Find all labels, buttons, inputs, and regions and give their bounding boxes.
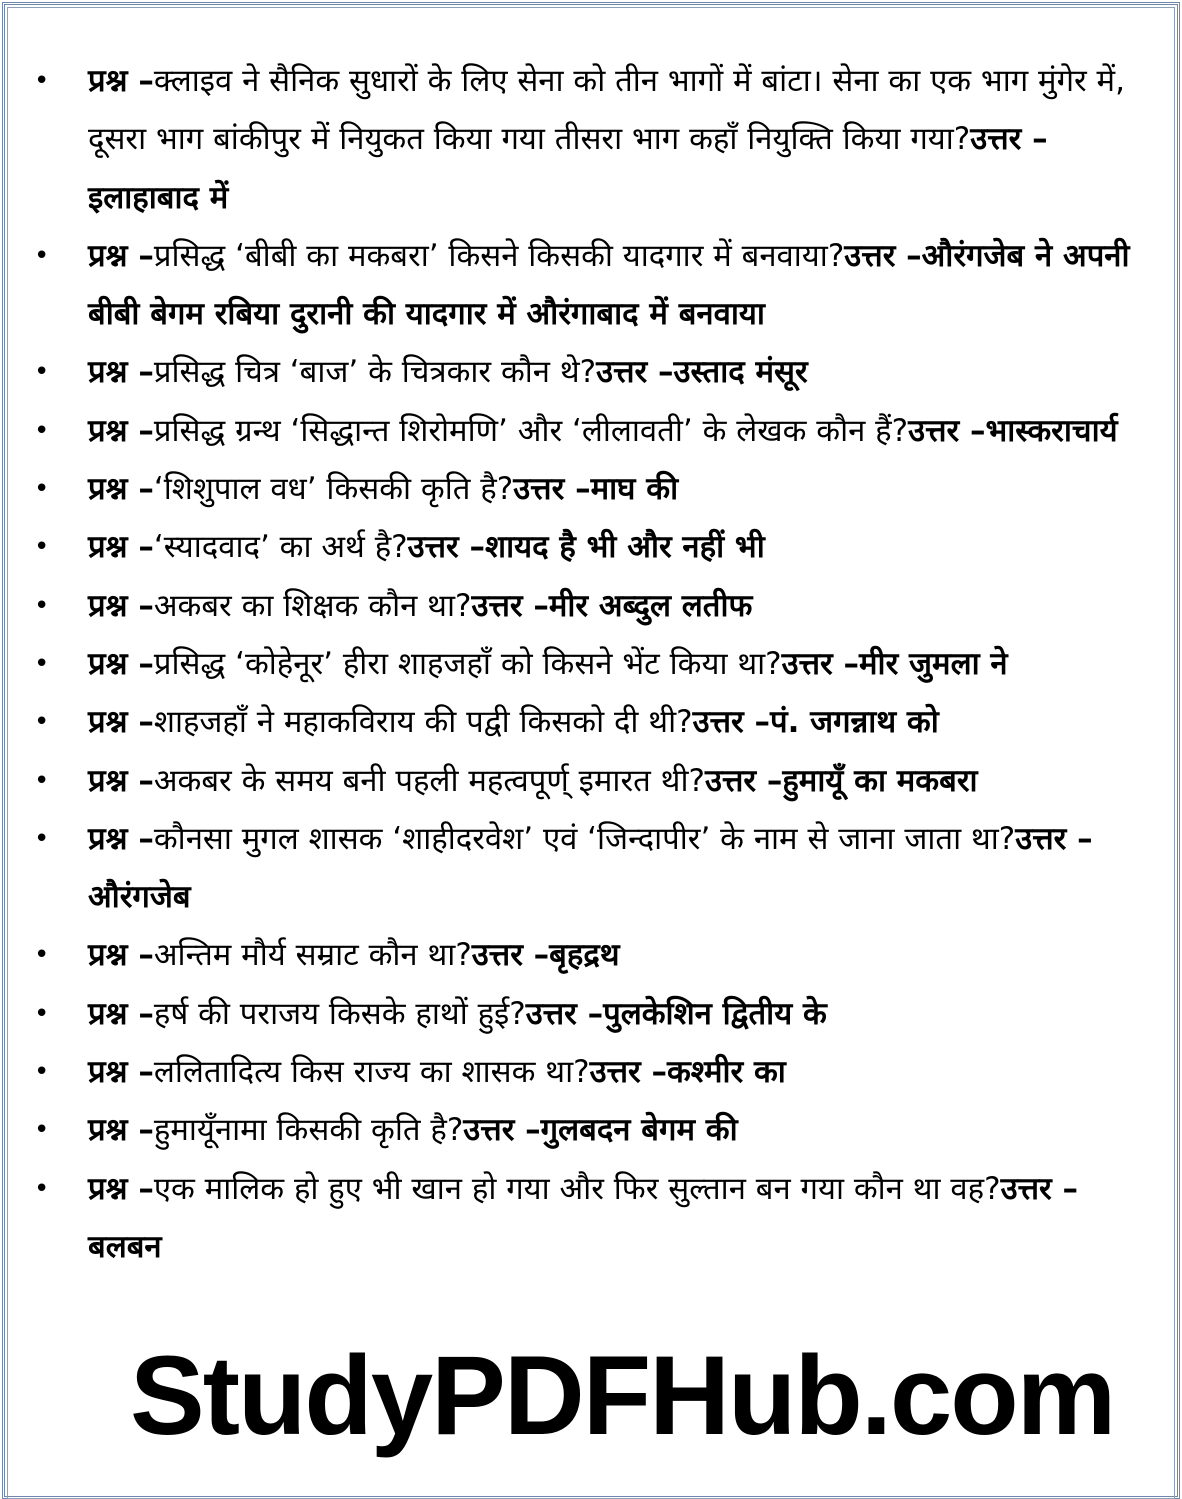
bullet-icon: •: [34, 648, 50, 679]
watermark: StudyPDFHub.com: [130, 1333, 1115, 1458]
bullet-icon: •: [34, 998, 50, 1029]
answer-text: गुलबदन बेगम की: [540, 1112, 738, 1149]
list-item: [0, 402, 1182, 460]
question-label: प्रश्न –: [88, 1170, 154, 1207]
bullet-icon: •: [34, 474, 50, 505]
answer-label: उत्तर –: [781, 645, 860, 682]
question-text: शाहजहाँ ने महाकविराय की पद्वी किसको दी थी?: [153, 704, 693, 741]
answer-label: उत्तर –: [596, 354, 674, 391]
bullet-icon: •: [34, 765, 50, 796]
bullet-icon: •: [34, 532, 50, 563]
list-item: [0, 1101, 1182, 1159]
question-text: कौनसा मुगल शासक ‘शाहीदरवेश’ एवं ‘जिन्दापीर’ के नाम से जाना जाता था?: [153, 820, 1016, 857]
question-text: एक मालिक हो हुए भी खान हो गया और फिर सुल्तान बन गया कौन था वह?: [153, 1170, 1001, 1207]
answer-text: औरंगजेब: [88, 879, 191, 916]
list-item: [0, 1043, 1182, 1101]
question-label: प्रश्न –: [88, 645, 154, 682]
answer-text: माघ की: [590, 471, 679, 508]
question-label: प्रश्न –: [88, 471, 154, 508]
answer-text: इलाहाबाद में: [88, 179, 229, 216]
list-item: [0, 926, 1182, 984]
bullet-icon: •: [34, 415, 50, 446]
answer-label: उत्तर –: [471, 587, 549, 624]
question-text: क्लाइव ने सैनिक सुधारों के लिए सेना को तीन भागों में बांटा। सेना का एक भाग मुंगेर में, दूसरा भाग बांकीपुर में नियुकत किया गया तीसरा भाग कहाँ नियुक्ति किया गया?: [88, 63, 1125, 158]
bullet-icon: •: [34, 240, 50, 271]
question-list: [0, 52, 1182, 1276]
answer-label: उत्तर –: [407, 529, 486, 566]
list-item: [0, 460, 1182, 518]
answer-text: औरंगजेब ने अपनी बीबी बेगम रबिया दुरानी की यादगार में औरंगाबाद में बनवाया: [88, 237, 1130, 333]
question-text: हर्ष की पराजय किसके हाथों हुई?: [153, 995, 526, 1032]
question-text: ‘शिशुपाल वध’ किसकी कृति है?: [153, 471, 514, 508]
bullet-icon: •: [34, 1173, 50, 1204]
bullet-icon: •: [34, 357, 50, 388]
answer-label: उत्तर –: [589, 1054, 667, 1091]
question-label: प्रश्न –: [88, 1054, 154, 1091]
question-text: प्रसिद्ध चित्र ‘बाज’ के चित्रकार कौन थे?: [153, 354, 597, 391]
answer-text: उस्ताद मंसूर: [673, 354, 808, 391]
question-label: प्रश्न –: [88, 1112, 154, 1149]
question-label: प्रश्न –: [88, 995, 154, 1032]
question-text: अन्तिम मौर्य सम्राट कौन था?: [153, 937, 472, 974]
question-label: प्रश्न –: [88, 529, 154, 566]
bullet-icon: •: [34, 590, 50, 621]
question-text: अकबर का शिक्षक कौन था?: [153, 587, 472, 624]
list-item: [0, 635, 1182, 693]
question-label: प्रश्न –: [88, 587, 154, 624]
answer-label: उत्तर –: [844, 237, 922, 274]
answer-text: पं. जगन्नाथ को: [770, 704, 939, 741]
list-item: [0, 810, 1182, 927]
question-text: अकबर के समय बनी पहली महत्वपूर्ण् इमारत थी?: [153, 762, 705, 799]
bullet-icon: •: [34, 1057, 50, 1088]
list-item: [0, 518, 1182, 576]
answer-label: उत्तर –: [692, 704, 770, 741]
answer-label: उत्तर –: [1000, 1170, 1078, 1207]
list-item: [0, 577, 1182, 635]
question-label: प्रश्न –: [88, 354, 154, 391]
question-label: प्रश्न –: [88, 237, 154, 274]
question-text: प्रसिद्ध ‘कोहेनूर’ हीरा शाहजहाँ को किसने भेंट किया था?: [153, 645, 782, 682]
list-item: [0, 227, 1182, 344]
answer-text: पुलकेशिन द्वितीय के: [603, 995, 827, 1032]
question-text: ललितादित्य किस राज्य का शासक था?: [153, 1054, 590, 1091]
answer-label: उत्तर –: [463, 1112, 541, 1149]
question-label: प्रश्न –: [88, 820, 154, 857]
answer-text: शायद है भी और नहीं भी: [485, 529, 765, 566]
answer-label: उत्तर –: [970, 121, 1048, 158]
question-text: प्रसिद्ध ‘बीबी का मकबरा’ किसने किसकी यादगार में बनवाया?: [153, 237, 845, 274]
question-label: प्रश्न –: [88, 762, 154, 799]
bullet-icon: •: [34, 1115, 50, 1146]
question-label: प्रश्न –: [88, 704, 154, 741]
answer-label: उत्तर –: [1015, 820, 1093, 857]
bullet-icon: •: [34, 707, 50, 738]
list-item: [0, 693, 1182, 751]
answer-label: उत्तर –: [471, 937, 550, 974]
answer-text: भास्कराचार्य: [985, 412, 1118, 449]
question-label: प्रश्न –: [88, 63, 154, 99]
list-item: [0, 752, 1182, 810]
answer-text: कश्मीर का: [666, 1054, 786, 1091]
list-item: [0, 1160, 1182, 1277]
bullet-icon: •: [34, 66, 50, 96]
question-label: प्रश्न –: [88, 937, 154, 974]
answer-label: उत्तर –: [513, 471, 591, 508]
answer-text: मीर अब्दुल लतीफ: [548, 587, 753, 624]
question-label: प्रश्न –: [88, 412, 154, 449]
bullet-icon: •: [34, 823, 50, 854]
list-item: [0, 52, 1182, 227]
bullet-icon: •: [34, 940, 50, 971]
list-item: [0, 985, 1182, 1043]
question-text: ‘स्यादवाद’ का अर्थ है?: [153, 529, 408, 566]
answer-label: उत्तर –: [525, 995, 604, 1032]
answer-label: उत्तर –: [704, 762, 783, 799]
answer-label: उत्तर –: [908, 412, 986, 449]
list-item: [0, 343, 1182, 401]
answer-text: बृहद्रथ: [549, 937, 620, 974]
answer-text: मीर जुमला ने: [859, 645, 1008, 682]
answer-text: हुमायूँ का मकबरा: [782, 762, 978, 799]
question-text: हुमायूँनामा किसकी कृति है?: [153, 1112, 464, 1149]
question-text: प्रसिद्ध ग्रन्थ ‘सिद्धान्त शिरोमणि’ और ‘लीलावती’ के लेखक कौन हैं?: [153, 412, 909, 449]
answer-text: बलबन: [88, 1228, 162, 1265]
